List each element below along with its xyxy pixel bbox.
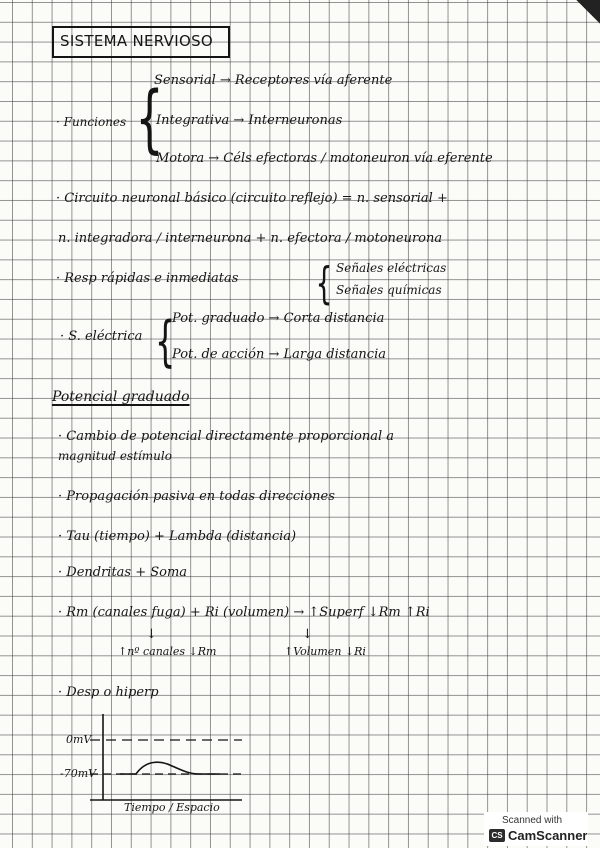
selectrica-accion: Pot. de acción → Larga distancia [172,347,386,362]
selectrica-brace: { [154,310,176,373]
funciones-brace: { [135,76,164,162]
funciones-sensorial: Sensorial → Receptores vía aferente [154,73,393,88]
graph-label-70mv: -70mV [60,767,97,780]
page-title: SISTEMA NERVIOSO [60,32,213,50]
tau-lambda: · Tau (tiempo) + Lambda (distancia) [58,529,297,544]
funciones-integrativa: Integrativa → Interneuronas [156,113,343,128]
rm-ri: · Rm (canales fuga) + Ri (volumen) → ↑Superf ↓Rm ↑Ri [58,605,430,620]
selectrica-graduado: Pot. graduado → Corta distancia [172,311,385,326]
ri-note: ↑Volumen ↓Ri [284,645,366,658]
graph-label-0mv: 0mV [66,733,92,746]
funciones-label: · Funciones [56,115,127,129]
dendritas-soma: · Dendritas + Soma [58,565,188,580]
cambio-line2: magnitud estímulo [58,449,172,463]
resp-brace: { [315,258,333,309]
page-corner-shadow [574,0,600,26]
rm-note: ↑nº canales ↓Rm [118,645,217,658]
resp-electricas: Señales eléctricas [336,261,447,275]
graph-xlabel: Tiempo / Espacio [124,801,220,814]
circuito-line2: n. integradora / interneurona + n. efectora / motoneurona [58,231,443,246]
cambio-line1: · Cambio de potencial directamente proporcional a [58,429,395,444]
funciones-motora: Motora → Céls efectoras / motoneuron vía eferente [156,151,493,166]
desp-hiperp: · Desp o hiperp [58,685,159,700]
selectrica-label: · S. eléctrica [60,329,143,344]
propagacion: · Propagación pasiva en todas direcciones [58,489,335,504]
section-heading: Potencial graduado [52,389,190,405]
rm-arrow-icon: ↓ [146,627,157,642]
ri-arrow-icon: ↓ [302,627,313,642]
circuito-line1: · Circuito neuronal básico (circuito reflejo) = n. sensorial + [56,191,448,206]
potential-graph [60,710,250,810]
camscanner-brand: CamScanner [508,828,588,843]
resp-label: · Resp rápidas e inmediatas [56,271,239,286]
resp-quimicas: Señales químicas [336,283,442,297]
scanned-with-text: Scanned with [502,815,563,826]
camscanner-logo-icon: CS [489,829,505,842]
graph-curve [120,762,220,774]
